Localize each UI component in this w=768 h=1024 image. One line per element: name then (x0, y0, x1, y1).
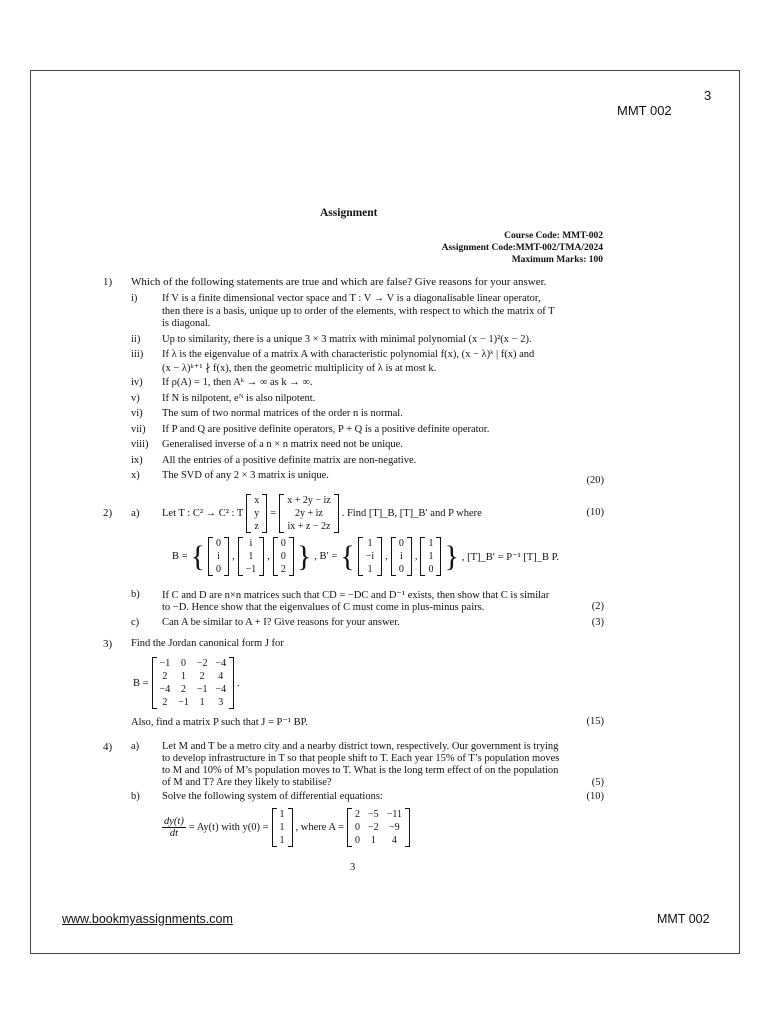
matrix-cell: −11 (386, 809, 402, 820)
basis-vector (273, 537, 294, 576)
q2b-label: b) (131, 589, 140, 600)
q3-after-matrix: . (237, 677, 240, 689)
q3-also: Also, find a matrix P such that J = P⁻¹ BP. (131, 717, 308, 728)
matrix-cell: 1 (279, 809, 285, 820)
q2b-marks: (2) (591, 601, 604, 612)
matrix-cell: y (254, 508, 260, 519)
q1-item-text: (x − λ)ᵏ⁺¹ ∤ f(x), then the geometric multiplicity of λ is at most k. (162, 362, 437, 374)
where-text: , where A = (295, 822, 345, 833)
footer-page-number: 3 (350, 862, 356, 873)
q1-item-label: v) (131, 392, 140, 404)
matrix-cell: −2 (368, 822, 379, 833)
vector-image (279, 494, 339, 533)
header-code: MMT 002 (617, 103, 672, 118)
q1-item-label: x) (131, 470, 140, 481)
q2c-text: Can A be similar to A + I? Give reasons for your answer. (162, 617, 400, 628)
q3-text: Find the Jordan canonical form J for (131, 638, 284, 649)
vector-entry: i (217, 551, 220, 562)
matrix-cell: −1 (196, 684, 208, 695)
matrix-cell: 1 (199, 697, 205, 708)
q1-item-text: Generalised inverse of a n × n matrix need not be unique. (162, 439, 403, 450)
text-line: of M and T? Are they likely to stabilise? (162, 777, 332, 788)
matrix-cell: 0 (181, 658, 187, 669)
q1-item-label: ix) (131, 454, 143, 466)
q1-item-text: The sum of two normal matrices of the order n is normal. (162, 408, 403, 419)
q3-matrix-equation (133, 657, 240, 709)
q1-item-text: If ρ(A) = 1, then Aᵏ → ∞ as k → ∞. (162, 377, 313, 388)
matrix-cell: −1 (159, 658, 171, 669)
vector-entry: 0 (280, 551, 286, 562)
b-eq-label: B = (172, 551, 188, 562)
matrix-B (152, 657, 235, 709)
text-line: to M and 10% of M’s population moves to T. What is the long term effect of on the population (162, 765, 559, 776)
vector-entry: 1 (248, 551, 254, 562)
basis-vector (208, 537, 229, 576)
matrix-cell: −5 (368, 809, 379, 820)
matrix-cell: 1 (181, 671, 187, 682)
q1-item-label: vii) (131, 423, 146, 435)
basis-B-vectors: 0 i 0 , i 1 −1 , 0 0 2 (208, 537, 294, 576)
text-line: to −D. Hence show that the eigenvalues of C must come in plus-minus pairs. (162, 601, 485, 613)
vector-entry: 0 (215, 538, 221, 549)
q4a-marks: (5) (591, 777, 604, 788)
matrix-cell: −1 (178, 697, 189, 708)
relation-text: , [T]_B′ = P⁻¹ [T]_B P. (461, 551, 559, 563)
matrix-cell: 1 (279, 822, 285, 833)
q4-number: 4) (103, 741, 113, 753)
q1-item-text: If P and Q are positive definite operators, P + Q is a positive definite operator. (162, 423, 490, 435)
matrix-cell: 4 (218, 671, 224, 682)
q2a-label: a) (131, 507, 140, 519)
basis-Bprime-vectors: 1 −i 1 , 0 i 0 , 1 1 0 (358, 537, 442, 576)
q1-item-text: The SVD of any 2 × 3 matrix is unique. (162, 470, 329, 481)
q1-item-text: If λ is the eigenvalue of a matrix A with characteristic polynomial f(x), (x − λ)ᵏ | f(x) and (162, 349, 535, 360)
q2c-marks: (3) (591, 617, 604, 628)
q2-number: 2) (103, 507, 113, 519)
matrix-cell: 4 (391, 835, 397, 846)
q1-item-label: iii) (131, 349, 144, 360)
q4a-label: a) (131, 741, 140, 752)
vector-entry: 0 (398, 564, 404, 575)
matrix-cell: 3 (218, 697, 224, 708)
q1-text: Which of the following statements are true and which are false? Give reasons for your answer. (131, 276, 547, 288)
q2a-text-after: . Find [T]_B, [T]_B′ and P where (341, 508, 482, 519)
q2c-label: c) (131, 617, 140, 628)
matrix-cell: 2 (162, 671, 168, 682)
vector-entry: 0 (280, 538, 286, 549)
q1-item-text: If V is a finite dimensional vector space and T : V → V is a diagonalisable linear operator, (162, 293, 541, 304)
matrix-cell: −4 (215, 684, 227, 695)
matrix-cell: 2 (355, 809, 361, 820)
vector-entry: 1 (367, 564, 373, 575)
basis-vector (420, 537, 441, 576)
q1-item-label: i) (131, 293, 138, 304)
vector-y0 (272, 808, 293, 847)
q1-item-text: All the entries of a positive definite matrix are non-negative. (162, 454, 417, 466)
vector-entry: i (249, 538, 253, 549)
vector-entry: 1 (367, 538, 373, 549)
footer-code: MMT 002 (657, 912, 710, 926)
q1-item-text: Up to similarity, there is a unique 3 × 3 matrix with minimal polynomial (x − 1)²(x − 2). (162, 333, 532, 345)
matrix-cell: 2 (181, 684, 187, 695)
matrix-cell: 1 (279, 835, 285, 846)
matrix-cell: 0 (355, 822, 361, 833)
q1-marks: (20) (586, 475, 604, 486)
q1-number: 1) (103, 276, 113, 288)
q2a-marks: (10) (586, 507, 604, 518)
matrix-cell: 2 (199, 671, 205, 682)
footer-website-link[interactable]: www.bookmyassignments.com (62, 912, 233, 926)
q1-item-text: is diagonal. (162, 318, 211, 329)
q3-marks: (15) (586, 716, 604, 727)
matrix-cell: x (254, 495, 260, 506)
basis-vector (358, 537, 382, 576)
matrix-cell: z (254, 521, 259, 532)
q2a-text-before: Let T : C² → C² : T (162, 508, 244, 519)
derivative-fraction: $\frac{dy(t)}{dt}$ (164, 816, 184, 839)
text-line: to develop infrastructure in T so that people shift to T. Each year 15% of T’s population moves (162, 753, 560, 764)
text-line: Let M and T be a metro city and a nearby district town, respectively. Our government is trying (162, 741, 559, 752)
q1-item-text: If N is nilpotent, eᴺ is also nilpotent. (162, 392, 316, 404)
vector-entry: −1 (245, 564, 257, 575)
matrix-cell: 1 (370, 835, 376, 846)
matrix-cell: ix + z − 2z (287, 521, 331, 532)
vector-entry: 0 (398, 538, 404, 549)
bp-eq-label: , B′ = (314, 551, 338, 562)
matrix-cell: −4 (159, 684, 171, 695)
q4b-marks: (10) (586, 791, 604, 802)
matrix-cell: −9 (389, 822, 400, 833)
matrix-cell: −2 (196, 658, 208, 669)
ode-middle-text: = Ay(t) with y(0) = (188, 822, 269, 833)
vector-entry: i (399, 551, 403, 562)
matrix-cell: 2y + iz (295, 508, 323, 519)
vector-xyz (246, 494, 267, 533)
matrix-A (347, 808, 410, 847)
text-line: If C and D are n×n matrices such that CD = −DC and D⁻¹ exists, then show that C is similar (162, 590, 550, 601)
basis-equation: B = { 0 i 0 , i 1 −1 , 0 0 2 } , B′ = { 1 −i 1 , 0 i 0 , 1 1 0 } , [T]_B′ = P⁻¹ [T]_B P. (172, 538, 559, 575)
basis-vector (391, 537, 412, 576)
q1-item-label: vi) (131, 408, 143, 419)
q1-item-label: ii) (131, 333, 141, 345)
q1-item-text: then there is a basis, unique up to order of the elements, with respect to which the matrix of T (162, 305, 555, 317)
max-marks: Maximum Marks: 100 (511, 255, 603, 265)
matrix-cell: 0 (355, 835, 361, 846)
assignment-title: Assignment (320, 207, 378, 219)
vector-entry: 1 (428, 551, 434, 562)
basis-vector (238, 537, 265, 576)
q1-item-label: iv) (131, 377, 143, 388)
matrix-cell: −4 (215, 658, 227, 669)
vector-entry: 2 (280, 564, 286, 575)
q4b-label: b) (131, 791, 140, 802)
vector-entry: 0 (428, 564, 434, 575)
q2a-statement: Let T : C² → C² : T x y z = x + 2y − iz 2y + iz ix + z − 2z . Find [T]_B, [T]_B′ and P where (162, 495, 482, 532)
matrix-cell: 2 (162, 697, 168, 708)
vector-entry: −i (365, 551, 375, 562)
q4b-text: Solve the following system of differential equations: (162, 791, 383, 802)
q3-matrix-label: B = (133, 677, 149, 689)
q3-number: 3) (103, 638, 113, 650)
matrix-cell: x + 2y − iz (287, 495, 331, 506)
q1-item-label: viii) (131, 439, 149, 450)
ode-equation (162, 808, 410, 847)
assignment-code: Assignment Code:MMT-002/TMA/2024 (441, 243, 603, 253)
vector-entry: 1 (428, 538, 434, 549)
vector-entry: 0 (215, 564, 221, 575)
course-code: Course Code: MMT-002 (504, 231, 603, 241)
page-number: 3 (704, 88, 712, 103)
